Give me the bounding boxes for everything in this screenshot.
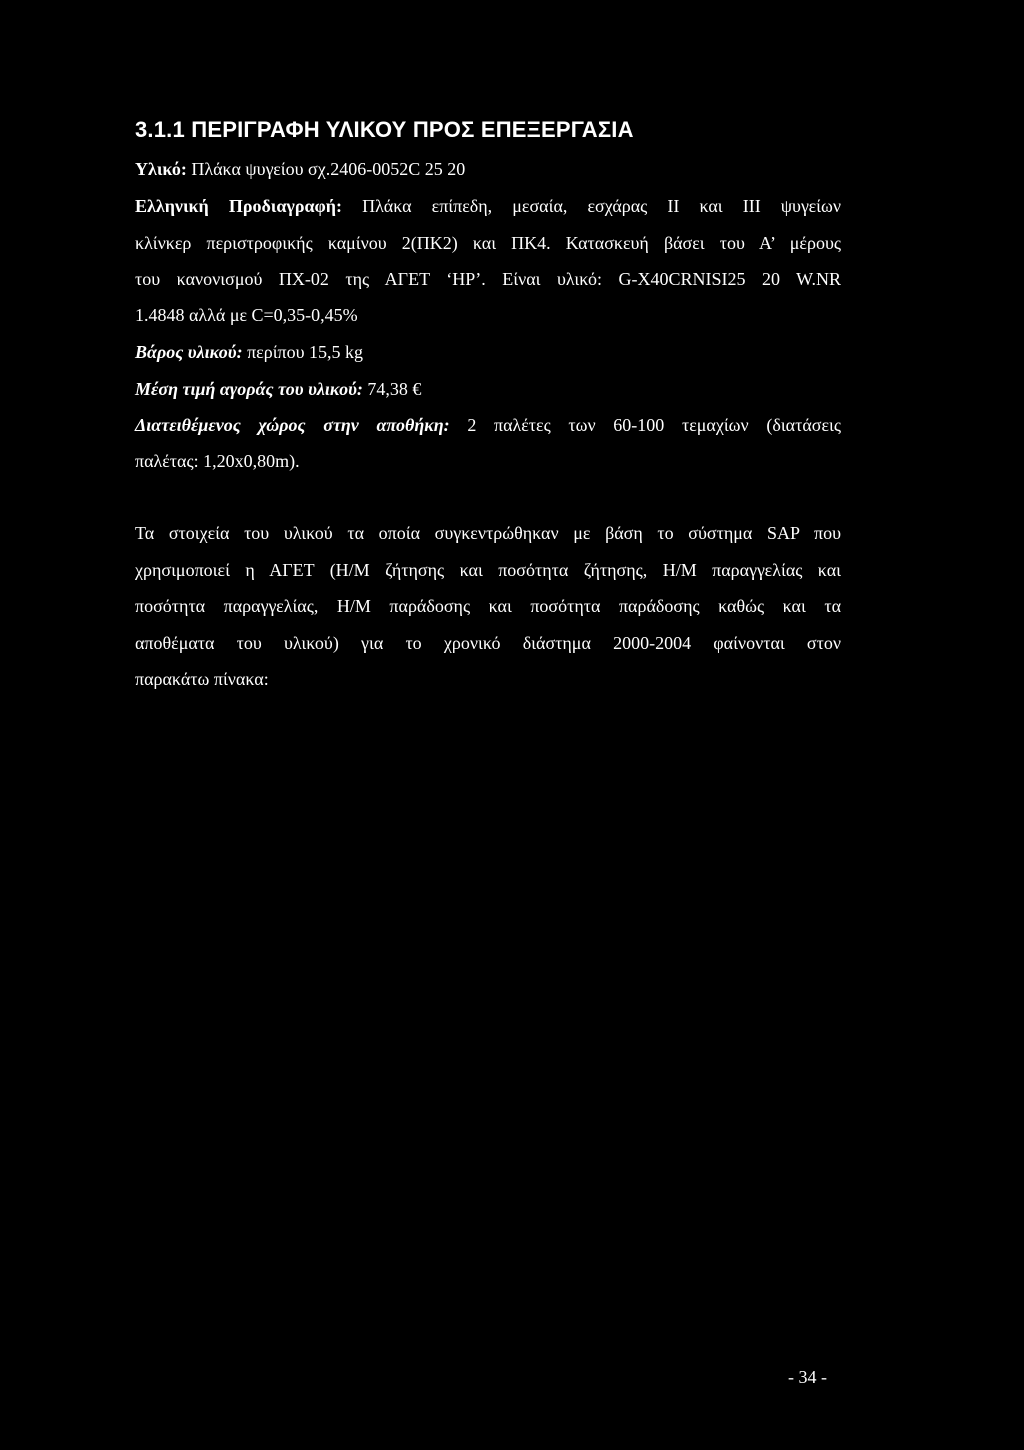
spec-label: Ελληνική Προδιαγραφή: xyxy=(135,196,342,216)
paragraph-line-1: Τα στοιχεία του υλικού τα οποία συγκεντρώθηκαν με βάση το σύστημα SAP που xyxy=(135,523,841,543)
price-line xyxy=(135,380,421,398)
page-number: - 34 - xyxy=(788,1367,827,1387)
weight-value: περίπου 15,5 kg xyxy=(242,342,364,362)
price-label: Μέση τιμή αγοράς του υλικού: xyxy=(135,379,363,399)
spec-line-4: 1.4848 αλλά με C=0,35-0,45% xyxy=(135,305,358,325)
weight-line xyxy=(135,343,363,361)
spec-line-1 xyxy=(135,197,841,215)
price-value: 74,38 € xyxy=(362,379,422,399)
storage-line-2: παλέτας: 1,20x0,80m). xyxy=(135,451,300,471)
weight-label: Βάρος υλικού: xyxy=(135,342,243,362)
storage-label: Διατειθέμενος χώρος στην αποθήκη: xyxy=(135,415,450,435)
paragraph-line-4: αποθέματα του υλικού) για το χρονικό διάστημα 2000-2004 φαίνονται στον xyxy=(135,633,841,653)
paragraph-line-5: παρακάτω πίνακα: xyxy=(135,669,269,689)
material-value: Πλάκα ψυγείου σχ.2406-0052C 25 20 xyxy=(186,159,466,179)
paragraph-line-2: χρησιμοποιεί η ΑΓΕΤ (Η/Μ ζήτησης και ποσότητα ζήτησης, Η/Μ παραγγελίας και xyxy=(135,560,841,580)
material-line xyxy=(135,160,465,178)
paragraph-line-3: ποσότητα παραγγελίας, Η/Μ παράδοσης και ποσότητα παράδοσης καθώς και τα xyxy=(135,596,841,616)
material-label: Υλικό: xyxy=(135,159,187,179)
spec-line-2: κλίνκερ περιστροφικής καμίνου 2(ΠΚ2) και ΠΚ4. Κατασκευή βάσει του Α’ μέρους xyxy=(135,233,841,253)
spec-line-3: του κανονισμού ΠΧ-02 της ΑΓΕΤ ‘ΗΡ’. Είναι υλικό: G-X40CRNISI25 20 W.NR xyxy=(135,269,841,289)
spec-value: Πλάκα επίπεδη, μεσαία, εσχάρας II και III ψυγείων xyxy=(341,196,841,216)
storage-value: 2 παλέτες των 60-100 τεμαχίων (διατάσεις xyxy=(449,415,841,435)
storage-line-1 xyxy=(135,416,841,434)
section-heading: 3.1.1 ΠΕΡΙΓΡΑΦΗ ΥΛΙΚΟΥ ΠΡΟΣ ΕΠΕΞΕΡΓΑΣΙΑ xyxy=(135,117,634,142)
